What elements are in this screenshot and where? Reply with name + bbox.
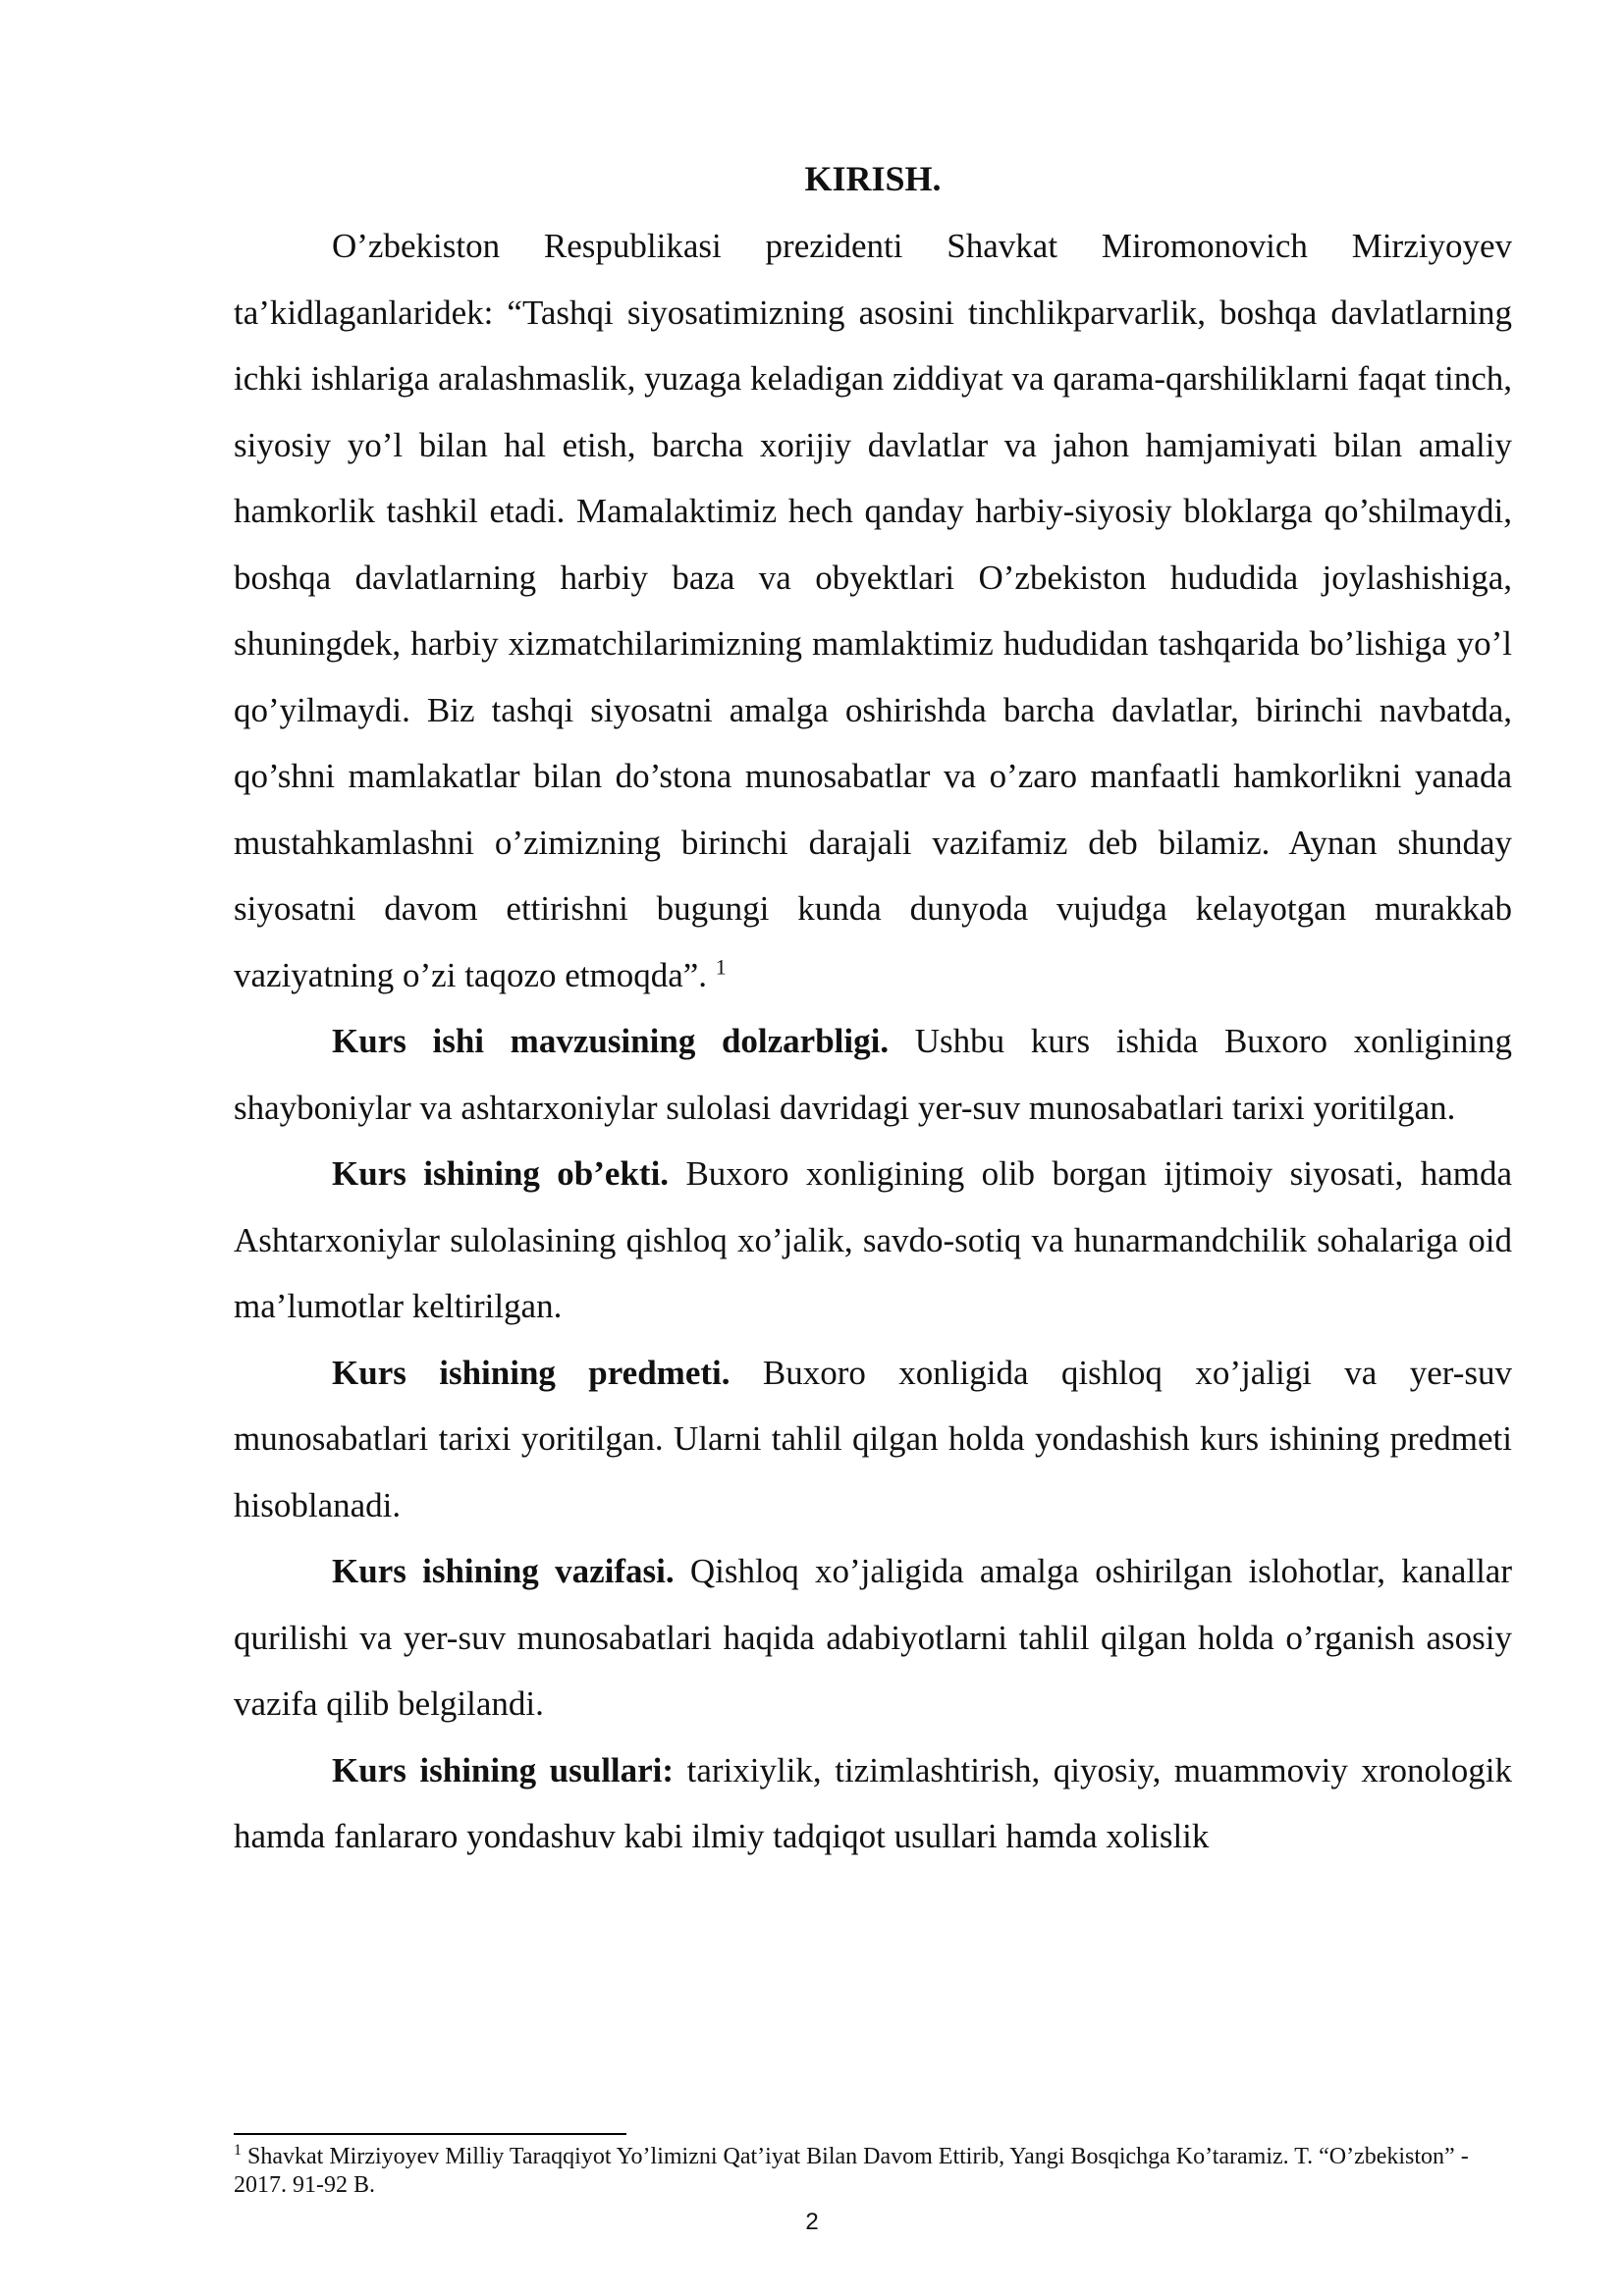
- section-text: Buxoro xonligining olib borgan ijtimoiy siyosati, hamda Ashtarxoniylar sulolasining qishloq xo’jalik, savdo-sotiq va hunarmandchilik sohalariga oid ma’lumotlar keltirilgan.: [234, 1154, 1512, 1325]
- section-heading: Kurs ishining ob’ekti.: [332, 1154, 670, 1193]
- section-tasks: [234, 1538, 1512, 1737]
- footnote: [234, 2143, 1512, 2200]
- footnote-divider: [234, 2133, 626, 2135]
- page-number: 2: [805, 2209, 819, 2235]
- footnote-reference: 1: [715, 953, 727, 979]
- intro-text: O’zbekiston Respublikasi prezidenti Shavkat Miromonovich Mirziyoyev ta’kidlaganlaridek: “Tashqi siyosatimizning asosini tinchlikparvarlik, boshqa davlatlarning ichki ishlariga aralashmaslik, yuzaga keladigan ziddiyat va qarama-qarshiliklarni faqat tinch, siyosiy yo’l bilan hal etish, barcha xorijiy davlatlar va jahon hamjamiyati bilan amaliy hamkorlik tashkil etadi. Mamalaktimiz hech qanday harbiy-siyosiy bloklarga qo’shilmaydi, boshqa davlatlarning harbiy baza va obyektlari O’zbekiston hududida joylashishiga, shuningdek, harbiy xizmatchilarimizning mamlaktimiz hududidan tashqarida bo’lishiga yo’l qo’yilmaydi. Biz tashqi siyosatni amalga oshirishda barcha davlatlar, birinchi navbatda, qo’shni mamlakatlar bilan do’stona munosabatlar va o’zaro manfaatli hamkorlikni yanada mustahkamlashni o’zimizning birinchi darajali vazifamiz deb bilamiz. Aynan shunday siyosatni davom ettirishni bugungi kunda dunyoda vujudga kelayotgan murakkab vaziyatning o’zi taqozo etmoqda”.: [234, 227, 1512, 994]
- section-heading: Kurs ishining vazifasi.: [332, 1552, 675, 1590]
- section-methods: [234, 1737, 1512, 1870]
- page-title: KIRISH.: [804, 159, 942, 198]
- section-subject: [234, 1340, 1512, 1539]
- section-text: tarixiylik, tizimlashtirish, qiyosiy, muammoviy xronologik hamda fanlararo yondashuv kabi ilmiy tadqiqot usullari hamda xolislik: [234, 1750, 1512, 1855]
- section-heading: Kurs ishining usullari:: [332, 1750, 675, 1789]
- intro-paragraph: [234, 213, 1512, 1008]
- section-heading: Kurs ishi mavzusining dolzarbligi.: [332, 1022, 890, 1060]
- section-object: [234, 1141, 1512, 1340]
- footnote-marker: 1: [234, 2142, 242, 2159]
- section-text: Buxoro xonligida qishloq xo’jaligi va yer-suv munosabatlari tarixi yoritilgan. Ularni tahlil qilgan holda yondashish kurs ishining predmeti hisoblanadi.: [234, 1353, 1512, 1524]
- section-heading: Kurs ishining predmeti.: [332, 1353, 731, 1392]
- section-text: Ushbu kurs ishida Buxoro xonligining shayboniylar va ashtarxoniylar sulolasi davridagi yer-suv munosabatlari tarixi yoritilgan.: [234, 1022, 1512, 1127]
- section-text: Qishloq xo’jaligida amalga oshirilgan islohotlar, kanallar qurilishi va yer-suv munosabatlari haqida adabiyotlarni tahlil qilgan holda o’rganish asosiy vazifa qilib belgilandi.: [234, 1552, 1512, 1723]
- footnote-text: Shavkat Mirziyoyev Milliy Taraqqiyot Yo’limizni Qat’iyat Bilan Davom Ettirib, Yangi Bosqichga Ko’taramiz. T. “O’zbekiston” - 2017. 91-92 B.: [234, 2144, 1469, 2198]
- section-relevance: [234, 1008, 1512, 1141]
- page-body: [234, 155, 1512, 1870]
